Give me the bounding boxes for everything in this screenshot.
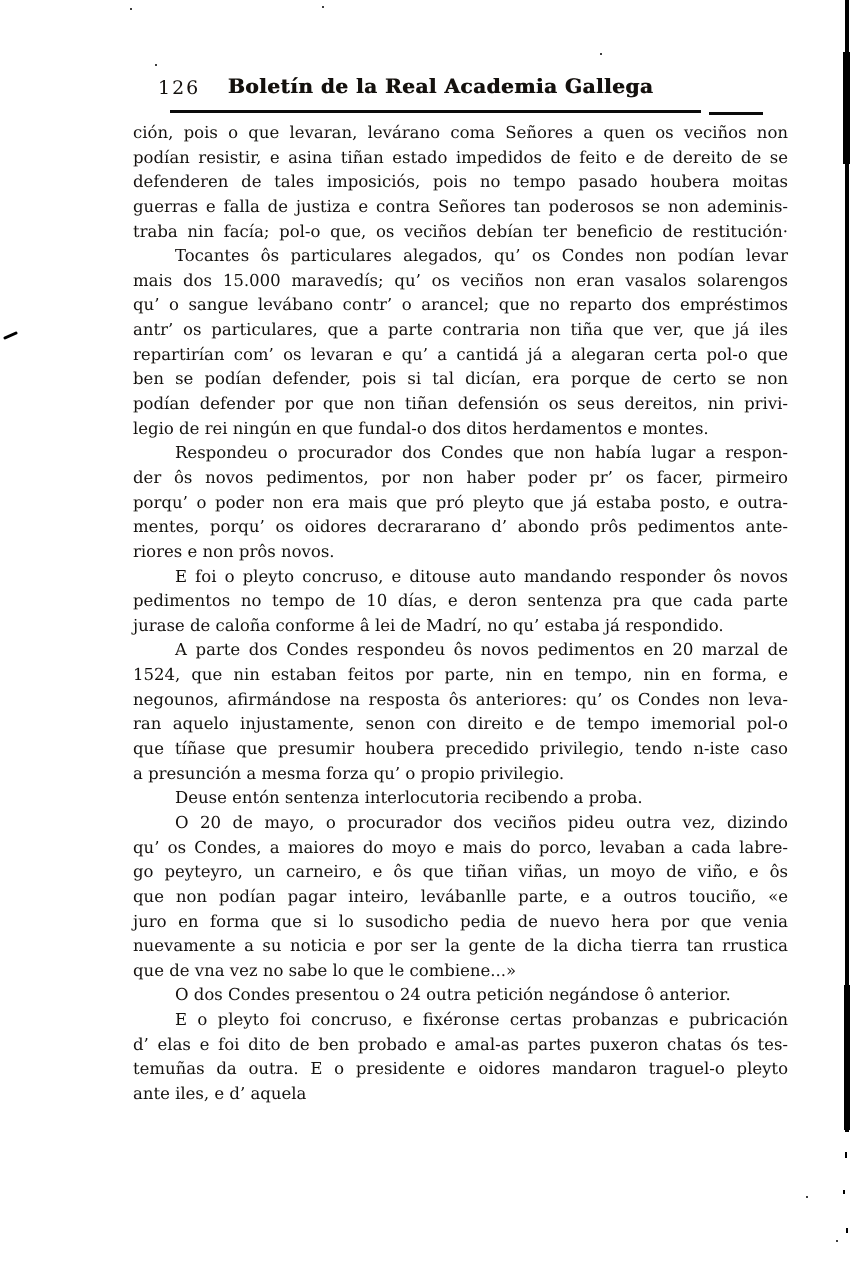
paragraph (133, 1008, 788, 1107)
text-line: go peyteyro, un carneiro, e ôs que tiñan viñas, un moyo de viño, e ôs (133, 862, 788, 882)
text-line: O dos Condes presentou o 24 outra petición negándose ô anterior. (175, 985, 731, 1005)
scan-speck (130, 8, 132, 10)
text-line: mais dos 15.000 maravedís; qu’ os veciños non eran vasalos solarengos (133, 270, 788, 290)
text-line: qu’ os Condes, a maiores do moyo e mais do porco, levaban a cada labre- (133, 837, 788, 857)
text-line: nuevamente a su noticia e por ser la gente de la dicha tierra tan rrustica (133, 936, 788, 956)
paragraph (133, 983, 788, 1008)
paragraph (133, 121, 788, 244)
text-line: a presunción a mesma forza qu’ o propio privilegio. (133, 763, 565, 783)
text-line: juro en forma que si lo susodicho pedia de nuevo hera por que venia (133, 911, 788, 931)
text-line: que de vna vez no sabe lo que le combiene...» (133, 960, 517, 980)
scan-speck (322, 6, 324, 8)
scan-edge-blob (843, 52, 850, 164)
scan-speck (600, 53, 602, 55)
paragraph (133, 811, 788, 983)
text-line: antr’ os particulares, que a parte contraria non tiña que ver, que já iles (133, 320, 788, 340)
text-line: porqu’ o poder non era mais que pró pleyto que já estaba posto, e outra- (133, 492, 788, 512)
paragraph (133, 638, 788, 786)
text-line: O 20 de mayo, o procurador dos veciños pideu outra vez, dizindo (175, 812, 788, 832)
text-line: podían resistir, e asina tiñan estado impedidos de feito e de dereito de se (133, 147, 788, 167)
paragraph (133, 244, 788, 441)
journal-title: Boletín de la Real Academia Gallega (227, 74, 654, 98)
text-line: que tíñase que presumir houbera precedido privilegio, tendo n-iste caso (133, 739, 788, 759)
text-line: guerras e falla de justiza e contra Señores tan poderosos se non ademinis- (133, 196, 788, 216)
text-line: Respondeu o procurador dos Condes que non había lugar a respon- (175, 443, 788, 463)
text-line: jurase de caloña conforme â lei de Madrí, no qu’ estaba já respondido. (133, 615, 724, 635)
text-line: d’ elas e foi dito de ben probado e amal-as partes puxeron chatas ós tes- (133, 1034, 788, 1054)
scan-edge-dot (846, 1228, 848, 1233)
scan-edge-blob (844, 985, 850, 1130)
text-line: mentes, porqu’ os oidores decrararano d’ abondo prôs pedimentos ante- (133, 517, 788, 537)
running-head (133, 74, 788, 104)
text-line: defenderen de tales imposiciós, pois no tempo pasado houbera moitas (133, 172, 788, 192)
paragraph (133, 565, 788, 639)
text-line: A parte dos Condes respondeu ôs novos pedimentos en 20 marzal de (175, 640, 788, 660)
text-line: repartirían com’ os levaran e qu’ a cantidá já a alegaran certa pol-o que (133, 344, 788, 364)
text-line: podían defender por que non tiñan defensión os seus dereitos, nin privi- (133, 394, 788, 414)
text-line: traba nin facía; pol-o que, os veciños debían ter beneficio de restitución· (133, 221, 788, 241)
text-line: Tocantes ôs particulares alegados, qu’ os Condes non podían levar (175, 246, 788, 266)
scan-speck (806, 1196, 808, 1198)
text-line: ben se podían defender, pois si tal dicían, era porque de certo se non (133, 369, 788, 389)
text-line: pedimentos no tempo de 10 días, e deron sentenza pra que cada parte (133, 591, 788, 611)
paragraph (133, 786, 788, 811)
scan-speck (836, 1240, 838, 1242)
header-rule-dash (709, 112, 763, 115)
text-line: ante iles, e d’ aquela (133, 1083, 307, 1103)
text-line: qu’ o sangue levábano contr’ o arancel; que no reparto dos empréstimos (133, 295, 788, 315)
text-line: der ôs novos pedimentos, por non haber poder pr’ os facer, pirmeiro (133, 467, 788, 487)
text-line: ción, pois o que levaran, levárano coma Señores a quen os veciños non (133, 123, 788, 142)
scan-edge-dot (845, 1152, 847, 1158)
text-block (133, 121, 788, 1107)
text-line: que non podían pagar inteiro, levábanlle parte, e a outros touciño, «e (133, 886, 788, 906)
text-line: riores e non prôs novos. (133, 541, 335, 561)
text-line: E foi o pleyto concruso, e ditouse auto mandando responder ôs novos (175, 566, 788, 586)
margin-pen-mark (3, 331, 18, 340)
text-line: negounos, afirmándose na resposta ôs anteriores: qu’ os Condes non leva- (133, 689, 788, 709)
text-line: 1524, que nin estaban feitos por parte, nin en tempo, nin en forma, e (133, 665, 788, 685)
scan-edge-dot (843, 1190, 845, 1194)
text-line: temuñas da outra. E o presidente e oidores mandaron traguel-o pleyto (133, 1059, 788, 1079)
text-line: Deuse entón sentenza interlocutoria recibendo a proba. (175, 788, 643, 808)
scan-binding-edge (845, 0, 849, 1132)
text-line: ran aquelo injustamente, senon con direito e de tempo imemorial pol-o (133, 714, 788, 734)
paragraph (133, 441, 788, 564)
header-rule (170, 110, 701, 113)
text-line: legio de rei ningún en que fundal-o dos ditos herdamentos e montes. (133, 418, 709, 438)
text-line: E o pleyto foi concruso, e fixéronse certas probanzas e pubricación (175, 1010, 788, 1030)
scan-speck (155, 64, 157, 66)
page-number: 126 (158, 77, 201, 99)
